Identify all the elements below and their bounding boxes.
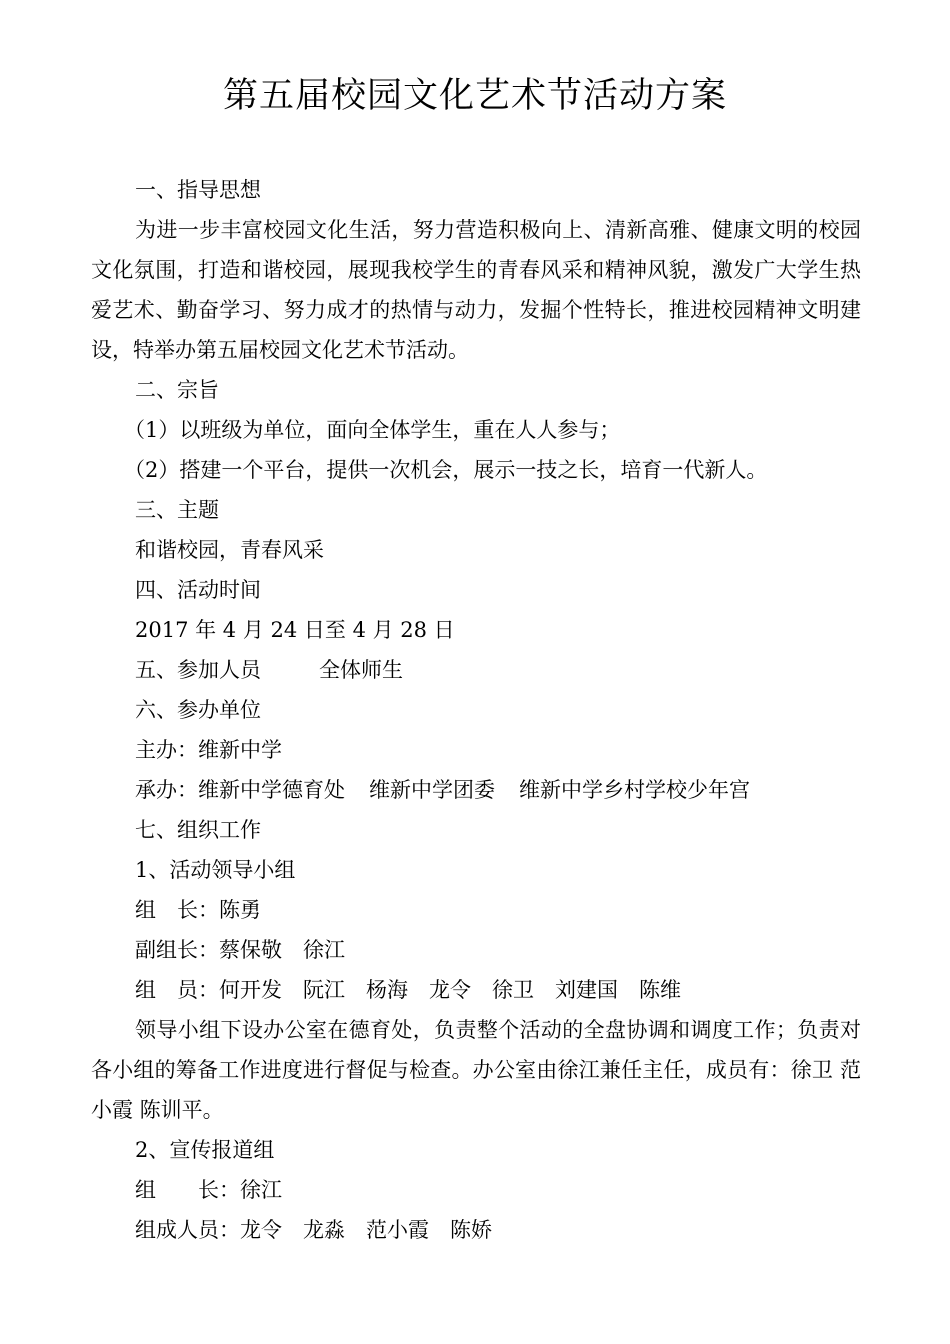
organizer-label: 承办： [135,778,198,802]
organizer-1: 维新中学德育处 [198,778,345,802]
section-2-item-2: （2）搭建一个平台，提供一次机会，展示一技之长，培育一代新人。 [124,458,768,482]
section-1-heading: 一、指导思想 [135,178,261,202]
group-2-leader-label: 组 长： [135,1178,240,1202]
group-1-members-label: 组 员： [135,978,219,1002]
section-1-paragraph: 为进一步丰富校园文化生活，努力营造积极向上、清新高雅、健康文明的校园文化氛围，打造和谐校园，展现我校学生的青春风采和精神风貌，激发广大学生热爱艺术、勤奋学习、努力成才的热情与动力，发掘个性特长，推进校园精神文明建设，特举办第五届校园文化艺术节活动。 [91,218,861,362]
organizer-2: 维新中学团委 [369,778,495,802]
group-2-leader [91,1170,861,1210]
organizer-3: 维新中学乡村学校少年宫 [519,778,750,802]
section-5-value: 全体师生 [319,658,403,682]
section-6-organizers [91,770,861,810]
section-4-heading: 四、活动时间 [135,578,261,602]
section-5-line [91,650,861,690]
section-2-heading: 二、宗旨 [135,378,219,402]
document-body [91,170,861,1250]
group-1-deputy-label: 副组长： [135,938,219,962]
section-3-text: 和谐校园，青春风采 [135,538,324,562]
section-3-heading: 三、主题 [135,498,219,522]
group-1-members [91,970,861,1010]
section-6-heading: 六、参办单位 [135,698,261,722]
section-4-text: 2017 年 4 月 24 日至 4 月 28 日 [135,618,455,642]
group-2-members-label: 组成人员： [135,1218,240,1242]
group-2-members-names: 龙令 龙淼 范小霞 陈娇 [240,1218,492,1242]
section-2-item-1: （1）以班级为单位，面向全体学生，重在人人参与； [124,418,621,442]
group-1-leader [91,890,861,930]
group-1-heading: 1、活动领导小组 [135,858,296,882]
group-1-office-paragraph: 领导小组下设办公室在德育处，负责整个活动的全盘协调和调度工作；负责对各小组的筹备工作进度进行督促与检查。办公室由徐江兼任主任，成员有：徐卫 范小霞 陈训平。 [91,1018,861,1122]
group-1-leader-label: 组 长： [135,898,219,922]
group-2-members [91,1210,861,1250]
section-5-heading: 五、参加人员 [135,658,261,682]
group-1-members-names: 何开发 阮江 杨海 龙令 徐卫 刘建国 陈维 [219,978,681,1002]
section-6-host: 主办：维新中学 [135,738,282,762]
group-1-deputy-names: 蔡保敬 徐江 [219,938,345,962]
group-2-heading: 2、宣传报道组 [135,1138,275,1162]
section-7-heading: 七、组织工作 [135,818,261,842]
group-2-leader-name: 徐江 [240,1178,282,1202]
document-title: 第五届校园文化艺术节活动方案 [222,76,727,116]
group-1-deputy [91,930,861,970]
group-1-leader-name: 陈勇 [219,898,261,922]
